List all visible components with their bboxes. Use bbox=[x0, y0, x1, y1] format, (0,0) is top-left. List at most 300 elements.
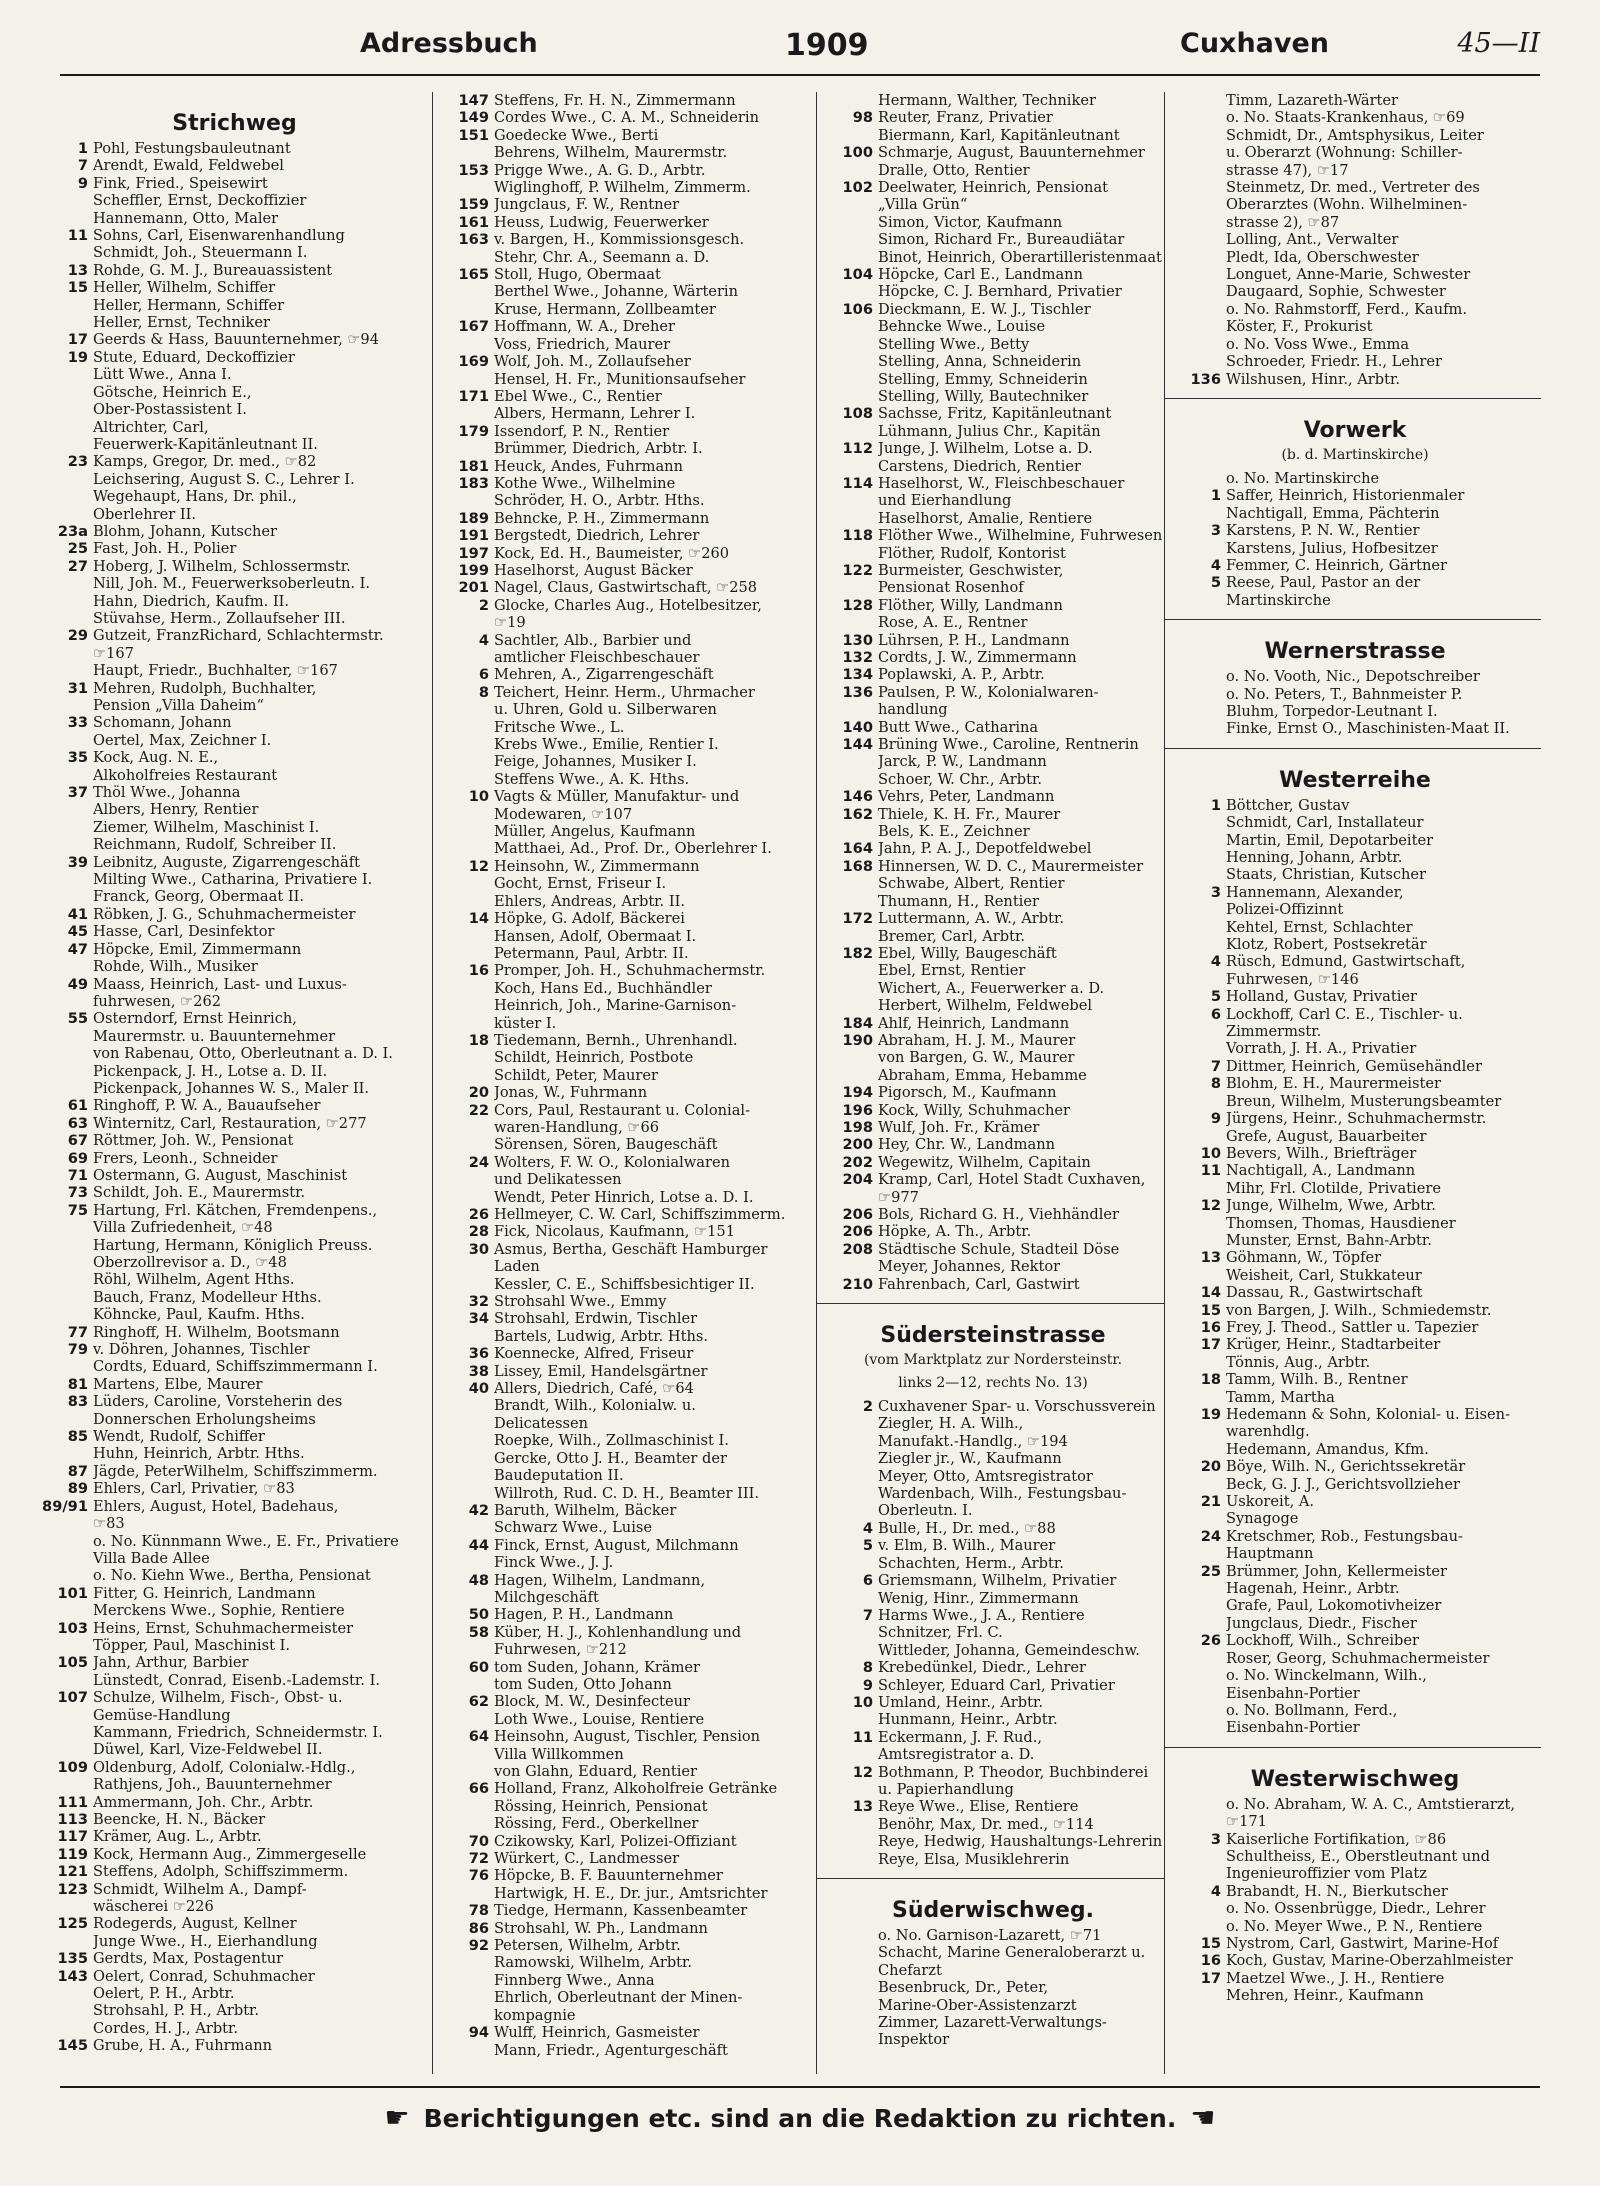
address-entry bbox=[821, 719, 1165, 736]
address-entry bbox=[821, 405, 1165, 422]
resident-text: von Glahn, Eduard, Rentier bbox=[494, 1763, 698, 1780]
resident-text: Reichmann, Rudolf, Schreiber II. bbox=[93, 836, 337, 854]
address-entry bbox=[821, 1537, 1165, 1554]
resident-text: Flöther, Rudolf, Kontorist bbox=[878, 544, 1066, 562]
resident-text: Cors, Paul, Restaurant u. Colonial- bbox=[494, 1101, 751, 1119]
resident-text: Milting Wwe., Catharina, Privatiere I. bbox=[93, 871, 373, 889]
address-entry bbox=[437, 1554, 815, 1571]
address-entry bbox=[437, 910, 815, 927]
house-number: 33 bbox=[67, 714, 88, 732]
resident-text: Ziemer, Wilhelm, Maschinist I. bbox=[93, 818, 320, 836]
resident-text: Jürgens, Heinr., Schuhmachermstr. bbox=[1226, 1110, 1487, 1128]
address-entry bbox=[437, 701, 815, 718]
house-number bbox=[437, 1119, 494, 1136]
address-entry bbox=[40, 697, 429, 714]
house-number bbox=[1169, 231, 1226, 248]
house-number: 106 bbox=[842, 300, 873, 318]
house-number bbox=[437, 753, 494, 770]
address-entry bbox=[40, 140, 429, 157]
address-entry bbox=[821, 1450, 1165, 1467]
resident-text: Benöhr, Max, Dr. med., ☞114 bbox=[878, 1815, 1094, 1833]
address-entry bbox=[40, 1341, 429, 1358]
resident-text: Brümmer, Diedrich, Arbtr. I. bbox=[494, 440, 703, 458]
house-number bbox=[821, 1997, 878, 2014]
resident-text: Steffens Wwe., A. K. Hths. bbox=[494, 770, 690, 788]
resident-text: Beck, G. J. J., Gerichtsvollzieher bbox=[1226, 1475, 1460, 1493]
address-entry bbox=[821, 684, 1165, 701]
address-entry bbox=[437, 1293, 815, 1310]
address-entry bbox=[437, 1450, 815, 1467]
house-number: 14 bbox=[468, 910, 489, 928]
address-entry bbox=[40, 210, 429, 227]
resident-text: Schildt, Peter, Maurer bbox=[494, 1066, 658, 1084]
resident-text: Ostermann, G. August, Maschinist bbox=[93, 1166, 348, 1184]
address-entry bbox=[437, 579, 815, 596]
resident-text: Bremer, Carl, Arbtr. bbox=[878, 927, 1025, 945]
house-number: 169 bbox=[458, 353, 489, 371]
resident-text: Ebel Wwe., C., Rentier bbox=[494, 387, 662, 405]
address-entry bbox=[40, 1811, 429, 1828]
address-entry bbox=[40, 2002, 429, 2019]
house-number bbox=[437, 1015, 494, 1032]
address-entry bbox=[437, 2007, 815, 2024]
address-entry bbox=[821, 562, 1165, 579]
address-entry bbox=[437, 266, 815, 283]
address-entry bbox=[437, 371, 815, 388]
house-number bbox=[40, 1028, 93, 1045]
resident-text: Hoffmann, W. A., Dreher bbox=[494, 318, 676, 336]
resident-text: Umland, Heinr., Arbtr. bbox=[878, 1693, 1043, 1711]
resident-text: Schomann, Johann bbox=[93, 714, 232, 732]
house-number bbox=[40, 1550, 93, 1567]
address-entry bbox=[1169, 1865, 1541, 1882]
house-number: 7 bbox=[1210, 1057, 1221, 1075]
house-number: 9 bbox=[77, 174, 88, 192]
house-number: 89/91 bbox=[42, 1497, 88, 1515]
address-entry bbox=[821, 1711, 1165, 1728]
address-entry bbox=[1169, 1458, 1541, 1475]
house-number bbox=[40, 419, 93, 436]
house-number: 28 bbox=[468, 1223, 489, 1241]
address-entry bbox=[821, 492, 1165, 509]
house-number bbox=[821, 1468, 878, 1485]
address-entry bbox=[437, 1258, 815, 1275]
address-entry bbox=[40, 384, 429, 401]
resident-text: Schoer, W. Chr., Arbtr. bbox=[878, 770, 1042, 788]
address-entry bbox=[437, 405, 815, 422]
address-entry bbox=[1169, 919, 1541, 936]
resident-text: Wendt, Rudolf, Schiffer bbox=[93, 1428, 265, 1446]
resident-text: Nachtigall, Emma, Pächterin bbox=[1226, 504, 1440, 522]
resident-text: Villa Zufriedenheit, ☞48 bbox=[93, 1219, 273, 1237]
house-number bbox=[821, 249, 878, 266]
address-entry bbox=[40, 1376, 429, 1393]
house-number bbox=[437, 1049, 494, 1066]
resident-text: Höpcke, Carl E., Landmann bbox=[878, 266, 1083, 284]
house-number bbox=[1169, 301, 1226, 318]
address-entry bbox=[40, 262, 429, 279]
house-number: 183 bbox=[458, 474, 489, 492]
resident-text: ☞171 bbox=[1226, 1813, 1267, 1831]
header-year: 1909 bbox=[785, 28, 869, 63]
address-entry bbox=[821, 545, 1165, 562]
address-entry bbox=[40, 575, 429, 592]
resident-text: Oelert, Conrad, Schuhmacher bbox=[93, 1967, 315, 1985]
house-number bbox=[1169, 1702, 1226, 1719]
resident-text: Schachten, Herm., Arbtr. bbox=[878, 1554, 1064, 1572]
address-entry bbox=[437, 1380, 815, 1397]
address-entry bbox=[437, 1032, 815, 1049]
house-number: 85 bbox=[67, 1428, 88, 1446]
resident-text: Uskoreit, A. bbox=[1226, 1493, 1315, 1511]
house-number bbox=[821, 962, 878, 979]
resident-text: Teichert, Heinr. Herm., Uhrmacher bbox=[494, 683, 755, 701]
house-number: 27 bbox=[67, 557, 88, 575]
resident-text: u. Uhren, Gold u. Silberwaren bbox=[494, 701, 717, 719]
address-entry bbox=[40, 1533, 429, 1550]
house-number bbox=[1169, 1987, 1226, 2004]
address-entry bbox=[40, 958, 429, 975]
address-entry bbox=[821, 1590, 1165, 1607]
house-number bbox=[821, 980, 878, 997]
house-number bbox=[40, 1898, 93, 1915]
house-number bbox=[40, 1637, 93, 1654]
house-number bbox=[437, 2007, 494, 2024]
house-number bbox=[40, 1985, 93, 2002]
resident-text: Klotz, Robert, Postsekretär bbox=[1226, 936, 1427, 954]
address-entry bbox=[1169, 540, 1541, 557]
street-subheading: links 2—12, rechts No. 13) bbox=[898, 1375, 1088, 1392]
resident-text: Wegehaupt, Hans, Dr. phil., bbox=[93, 488, 297, 506]
house-number bbox=[437, 492, 494, 509]
address-entry bbox=[437, 1798, 815, 1815]
house-number: 140 bbox=[842, 718, 873, 736]
resident-text: Schildt, Joh. E., Maurermstr. bbox=[93, 1184, 306, 1202]
address-entry bbox=[437, 353, 815, 370]
address-entry bbox=[821, 388, 1165, 405]
address-entry bbox=[40, 593, 429, 610]
address-entry bbox=[437, 1972, 815, 1989]
house-number: 35 bbox=[67, 749, 88, 767]
resident-text: Gocht, Ernst, Friseur I. bbox=[494, 875, 667, 893]
house-number: 190 bbox=[842, 1031, 873, 1049]
resident-text: Baudeputation II. bbox=[494, 1467, 624, 1485]
resident-text: Albers, Henry, Rentier bbox=[93, 801, 259, 819]
house-number: 6 bbox=[862, 1572, 873, 1590]
resident-text: Saffer, Heinrich, Historienmaler bbox=[1226, 487, 1465, 505]
address-entry bbox=[821, 1798, 1165, 1815]
house-number bbox=[1169, 540, 1226, 557]
house-number bbox=[1169, 1796, 1226, 1813]
house-number: 149 bbox=[458, 109, 489, 127]
resident-text: Wulf, Joh. Fr., Krämer bbox=[878, 1118, 1040, 1136]
resident-text: Hoberg, J. Wilhelm, Schlossermstr. bbox=[93, 557, 351, 575]
house-number: 109 bbox=[57, 1758, 88, 1776]
address-entry bbox=[437, 527, 815, 544]
address-entry bbox=[1169, 266, 1541, 283]
address-entry bbox=[40, 1428, 429, 1445]
house-number: 12 bbox=[468, 857, 489, 875]
house-number bbox=[437, 614, 494, 631]
address-entry bbox=[437, 1415, 815, 1432]
address-entry bbox=[40, 1672, 429, 1689]
address-entry bbox=[821, 1502, 1165, 1519]
address-entry bbox=[821, 1136, 1165, 1153]
address-entry bbox=[821, 2014, 1165, 2031]
resident-text: Maurermstr. u. Bauunternehmer bbox=[93, 1027, 336, 1045]
resident-text: Sachtler, Alb., Barbier und bbox=[494, 631, 692, 649]
footer-notice bbox=[60, 2086, 1540, 2148]
house-number bbox=[40, 819, 93, 836]
house-number: 16 bbox=[1200, 1952, 1221, 1970]
house-number: 39 bbox=[67, 853, 88, 871]
house-number: 19 bbox=[1200, 1406, 1221, 1423]
address-entry bbox=[821, 1642, 1165, 1659]
house-number: 159 bbox=[458, 196, 489, 214]
house-number bbox=[437, 771, 494, 788]
resident-text: Brandt, Wilh., Kolonialw. u. bbox=[494, 1397, 696, 1415]
address-entry bbox=[1169, 1128, 1541, 1145]
resident-text: Jarck, P. W., Landmann bbox=[878, 753, 1047, 771]
address-entry bbox=[437, 1537, 815, 1554]
house-number: 12 bbox=[852, 1763, 873, 1781]
address-entry bbox=[1169, 92, 1541, 109]
house-number bbox=[40, 384, 93, 401]
house-number bbox=[40, 697, 93, 714]
resident-text: Oberzollrevisor a. D., ☞48 bbox=[93, 1254, 287, 1271]
resident-text: Tönnis, Aug., Arbtr. bbox=[1226, 1353, 1371, 1371]
house-number bbox=[1169, 1180, 1226, 1197]
address-entry bbox=[1169, 1006, 1541, 1023]
address-entry bbox=[40, 836, 429, 853]
address-entry bbox=[821, 1729, 1165, 1746]
address-entry bbox=[437, 1954, 815, 1971]
section-divider bbox=[817, 1878, 1165, 1879]
address-entry bbox=[40, 349, 429, 366]
address-entry bbox=[1169, 1545, 1541, 1562]
house-number: 20 bbox=[468, 1084, 489, 1102]
resident-text: Sörensen, Sören, Baugeschäft bbox=[494, 1136, 718, 1154]
address-entry bbox=[437, 1432, 815, 1449]
address-entry bbox=[40, 732, 429, 749]
address-entry bbox=[437, 92, 815, 109]
resident-text: ☞167 bbox=[93, 644, 134, 662]
resident-text: Stüvahse, Herm., Zollaufseher III. bbox=[93, 609, 346, 627]
resident-text: Wenig, Hinr., Zimmermann bbox=[878, 1589, 1079, 1607]
resident-text: Lünstedt, Conrad, Eisenb.-Lademstr. I. bbox=[93, 1671, 380, 1689]
resident-text: Koch, Gustav, Marine-Oberzahlmeister bbox=[1226, 1952, 1513, 1970]
house-number: 189 bbox=[458, 509, 489, 527]
address-entry bbox=[1169, 1476, 1541, 1493]
resident-text: Ehlers, Andreas, Arbtr. II. bbox=[494, 892, 686, 910]
resident-text: Schröder, H. O., Arbtr. Hths. bbox=[494, 492, 705, 510]
address-entry bbox=[40, 993, 429, 1010]
resident-text: Vagts & Müller, Manufaktur- und bbox=[494, 788, 740, 806]
resident-text: u. Oberarzt (Wohnung: Schiller- bbox=[1226, 144, 1463, 162]
resident-text: Ehrlich, Oberleutnant der Minen- bbox=[494, 1989, 743, 2007]
house-number bbox=[821, 928, 878, 945]
resident-text: o. No. Bollmann, Ferd., bbox=[1226, 1701, 1398, 1719]
resident-text: Berthel Wwe., Johanne, Wärterin bbox=[494, 283, 738, 301]
house-number: 105 bbox=[57, 1654, 88, 1672]
resident-text: Schnitzer, Frl. C. bbox=[878, 1624, 1003, 1642]
address-entry bbox=[40, 366, 429, 383]
resident-text: Bergstedt, Diedrich, Lehrer bbox=[494, 527, 700, 545]
house-number bbox=[1169, 1918, 1226, 1935]
address-entry bbox=[40, 1463, 429, 1480]
house-number: 32 bbox=[468, 1293, 489, 1311]
resident-text: Issendorf, P. N., Rentier bbox=[494, 422, 670, 440]
resident-text: Kammann, Friedrich, Schneidermstr. I. bbox=[93, 1723, 383, 1741]
house-number: 70 bbox=[468, 1832, 489, 1850]
resident-text: Küber, H. J., Kohlenhandlung und bbox=[494, 1623, 742, 1641]
resident-text: Ingenieuroffizier vom Platz bbox=[1226, 1865, 1427, 1883]
address-entry bbox=[821, 266, 1165, 283]
house-number: 199 bbox=[458, 561, 489, 579]
address-entry bbox=[821, 1659, 1165, 1676]
resident-text: Cordes, H. J., Arbtr. bbox=[93, 2019, 239, 2037]
address-entry bbox=[1169, 505, 1541, 522]
house-number: 10 bbox=[1200, 1144, 1221, 1162]
street-heading: Strichweg bbox=[172, 111, 297, 136]
address-entry bbox=[40, 1950, 429, 1967]
house-number bbox=[40, 1289, 93, 1306]
resident-text: Grube, H. A., Fuhrmann bbox=[93, 2037, 272, 2055]
address-entry bbox=[40, 767, 429, 784]
address-entry bbox=[40, 279, 429, 296]
resident-text: Leichsering, August S. C., Lehrer I. bbox=[93, 470, 355, 488]
address-entry bbox=[821, 196, 1165, 213]
address-entry bbox=[437, 423, 815, 440]
house-number: 11 bbox=[67, 227, 88, 245]
address-entry bbox=[821, 231, 1165, 248]
house-number bbox=[821, 214, 878, 231]
resident-text: Wichert, A., Feuerwerker a. D. bbox=[878, 979, 1105, 997]
house-number: 73 bbox=[67, 1184, 88, 1202]
resident-text: von Rabenau, Otto, Oberleutnant a. D. I. bbox=[93, 1045, 393, 1063]
resident-text: Staats, Christian, Kutscher bbox=[1226, 866, 1427, 884]
house-number bbox=[40, 192, 93, 209]
resident-text: Lissey, Emil, Handelsgärtner bbox=[494, 1362, 708, 1380]
address-entry bbox=[1169, 196, 1541, 213]
address-entry bbox=[40, 1167, 429, 1184]
address-entry bbox=[1169, 1110, 1541, 1127]
resident-text: Eckermann, J. F. Rud., bbox=[878, 1728, 1043, 1746]
resident-text: v. Elm, B. Wilh., Maurer bbox=[878, 1537, 1056, 1555]
address-entry bbox=[821, 353, 1165, 370]
address-entry bbox=[821, 1746, 1165, 1763]
resident-text: Butt Wwe., Catharina bbox=[878, 718, 1039, 736]
house-number: 23a bbox=[57, 522, 88, 540]
address-entry bbox=[40, 1741, 429, 1758]
house-number bbox=[437, 301, 494, 318]
house-number bbox=[821, 2031, 878, 2048]
house-number: 55 bbox=[67, 1010, 88, 1028]
house-number bbox=[821, 92, 878, 109]
address-entry bbox=[821, 179, 1165, 196]
house-number bbox=[437, 1554, 494, 1571]
resident-text: Luttermann, A. W., Arbtr. bbox=[878, 910, 1064, 928]
house-number: 92 bbox=[468, 1937, 489, 1955]
house-number: 19 bbox=[67, 348, 88, 366]
resident-text: Prigge Wwe., A. G. D., Arbtr. bbox=[494, 161, 706, 179]
resident-text: Dralle, Otto, Rentier bbox=[878, 161, 1030, 179]
resident-text: Harms Wwe., J. A., Rentiere bbox=[878, 1606, 1085, 1624]
address-entry bbox=[437, 109, 815, 126]
address-entry bbox=[437, 684, 815, 701]
address-entry bbox=[40, 1846, 429, 1863]
resident-text: und Eierhandlung bbox=[878, 492, 1012, 510]
address-entry bbox=[437, 144, 815, 161]
house-number bbox=[437, 1485, 494, 1502]
house-number bbox=[1169, 505, 1226, 522]
resident-text: Lockhoff, Carl C. E., Tischler- u. bbox=[1226, 1005, 1463, 1023]
house-number: 8 bbox=[1210, 1075, 1221, 1093]
resident-text: Hensel, H. Fr., Munitionsaufseher bbox=[494, 370, 746, 388]
address-entry bbox=[437, 1572, 815, 1589]
address-entry bbox=[40, 923, 429, 940]
resident-text: Ehlers, August, Hotel, Badehaus, bbox=[93, 1497, 339, 1515]
resident-text: o. No. Ossenbrügge, Diedr., Lehrer bbox=[1226, 1900, 1486, 1918]
house-number: 146 bbox=[842, 788, 873, 806]
address-entry bbox=[1169, 832, 1541, 849]
address-entry bbox=[40, 1115, 429, 1132]
house-number bbox=[821, 1502, 878, 1519]
house-number bbox=[1169, 1900, 1226, 1917]
section-divider bbox=[1165, 398, 1541, 399]
resident-text: Poplawski, A. P., Arbtr. bbox=[878, 666, 1045, 684]
house-number bbox=[40, 1933, 93, 1950]
address-entry bbox=[821, 1816, 1165, 1833]
house-number: 184 bbox=[842, 1014, 873, 1032]
resident-text: Kamps, Gregor, Dr. med., ☞82 bbox=[93, 453, 317, 471]
house-number: 164 bbox=[842, 840, 873, 858]
column-3 bbox=[816, 92, 1165, 2074]
address-entry bbox=[821, 1962, 1165, 1979]
resident-text: Röbken, J. G., Schuhmachermeister bbox=[93, 905, 356, 923]
resident-text: Wilshusen, Hinr., Arbtr. bbox=[1226, 370, 1400, 388]
house-number: 21 bbox=[1200, 1493, 1221, 1511]
resident-text: Behncke, P. H., Zimmermann bbox=[494, 509, 710, 527]
resident-text: Göhmann, W., Töpfer bbox=[1226, 1249, 1382, 1267]
address-entry bbox=[821, 1032, 1165, 1049]
house-number bbox=[40, 767, 93, 784]
address-entry bbox=[437, 318, 815, 335]
resident-text: Steinmetz, Dr. med., Vertreter des bbox=[1226, 179, 1480, 197]
resident-text: Gemüse-Handlung bbox=[93, 1706, 231, 1724]
resident-text: Rathjens, Joh., Bauunternehmer bbox=[93, 1776, 332, 1794]
house-number bbox=[821, 1189, 878, 1206]
house-number: 2 bbox=[862, 1398, 873, 1416]
resident-text: Kretschmer, Rob., Festungsbau- bbox=[1226, 1527, 1463, 1545]
header-book-title: Adressbuch bbox=[360, 28, 538, 59]
address-entry bbox=[437, 597, 815, 614]
resident-text: Ober-Postassistent I. bbox=[93, 401, 247, 419]
resident-text: Behncke Wwe., Louise bbox=[878, 318, 1046, 336]
address-entry bbox=[40, 1254, 429, 1271]
house-number: 143 bbox=[57, 1967, 88, 1985]
house-number: 12 bbox=[1200, 1197, 1221, 1215]
resident-text: tom Suden, Otto Johann bbox=[494, 1675, 672, 1693]
house-number bbox=[437, 1067, 494, 1084]
address-entry bbox=[1169, 1883, 1541, 1900]
resident-text: Ziegler jr., W., Kaufmann bbox=[878, 1450, 1062, 1468]
house-number bbox=[821, 997, 878, 1014]
house-number: 75 bbox=[67, 1201, 88, 1219]
resident-text: Höpcke, C. J. Bernhard, Privatier bbox=[878, 283, 1122, 301]
resident-text: Ebel, Willy, Baugeschäft bbox=[878, 944, 1057, 962]
house-number bbox=[40, 2020, 93, 2037]
